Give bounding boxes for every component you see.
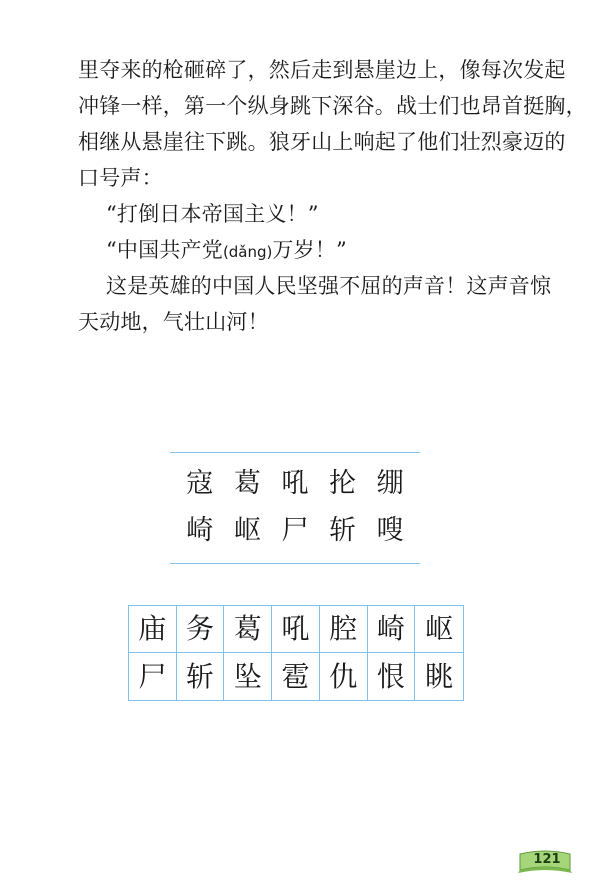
grid-cell: 吼 (272, 606, 320, 653)
grid-cell: 崎 (368, 606, 416, 653)
grid-cell: 尸 (129, 653, 177, 700)
page-number: 121 (533, 852, 561, 867)
slogan-line-2 (78, 232, 558, 268)
vocab-char: 吼 (281, 468, 309, 499)
grid-cell: 眺 (425, 659, 454, 693)
page-number-badge (516, 846, 574, 876)
slogan-2-before: “中国共产党 (106, 238, 223, 262)
vocab-row-1 (170, 469, 420, 499)
closing-line: 天动地，气壮山河！ (78, 310, 269, 334)
vocab-char: 嗖 (376, 515, 404, 546)
passage-text (78, 52, 587, 340)
vocab-char: 绷 (376, 468, 404, 499)
slogan-line-1: “打倒日本帝国主义！” (106, 202, 319, 226)
grid-cell: 庙 (129, 606, 177, 653)
vocabulary-box (170, 452, 420, 564)
grid-cell: 仇 (320, 653, 368, 700)
closing-line: 这是英雄的中国人民坚强不屈的声音！这声音惊 (106, 274, 552, 298)
writing-grid (128, 605, 464, 701)
vocab-char: 葛 (233, 468, 261, 499)
vocab-char: 岖 (233, 515, 261, 546)
grid-cell: 葛 (224, 606, 272, 653)
grid-cell: 腔 (320, 606, 368, 653)
passage-line: 里夺来的枪砸碎了，然后走到悬崖边上，像每次发起 (78, 58, 566, 82)
vocab-char: 斩 (329, 515, 357, 546)
vocab-char: 崎 (186, 515, 214, 546)
passage-line: 口号声： (78, 166, 163, 190)
passage-line: 相继从悬崖往下跳。狼牙山上响起了他们壮烈豪迈的 (78, 130, 566, 154)
grid-cell: 雹 (272, 653, 320, 700)
grid-cell: 务 (177, 606, 225, 653)
grid-cell: 坠 (224, 653, 272, 700)
passage-line: 冲锋一样，第一个纵身跳下深谷。战士们也昂首挺胸， (78, 94, 587, 118)
vocab-row-2 (170, 516, 420, 546)
grid-cell: 斩 (177, 653, 225, 700)
grid-cell: 恨 (368, 653, 416, 700)
slogan-2-after: 万岁！” (272, 238, 347, 262)
grid-cell: 岖 (415, 606, 463, 653)
vocab-char: 尸 (281, 515, 309, 546)
vocab-char: 寇 (186, 468, 214, 499)
vocab-char: 抡 (329, 468, 357, 499)
pinyin-annotation: (dǎng) (222, 243, 273, 261)
